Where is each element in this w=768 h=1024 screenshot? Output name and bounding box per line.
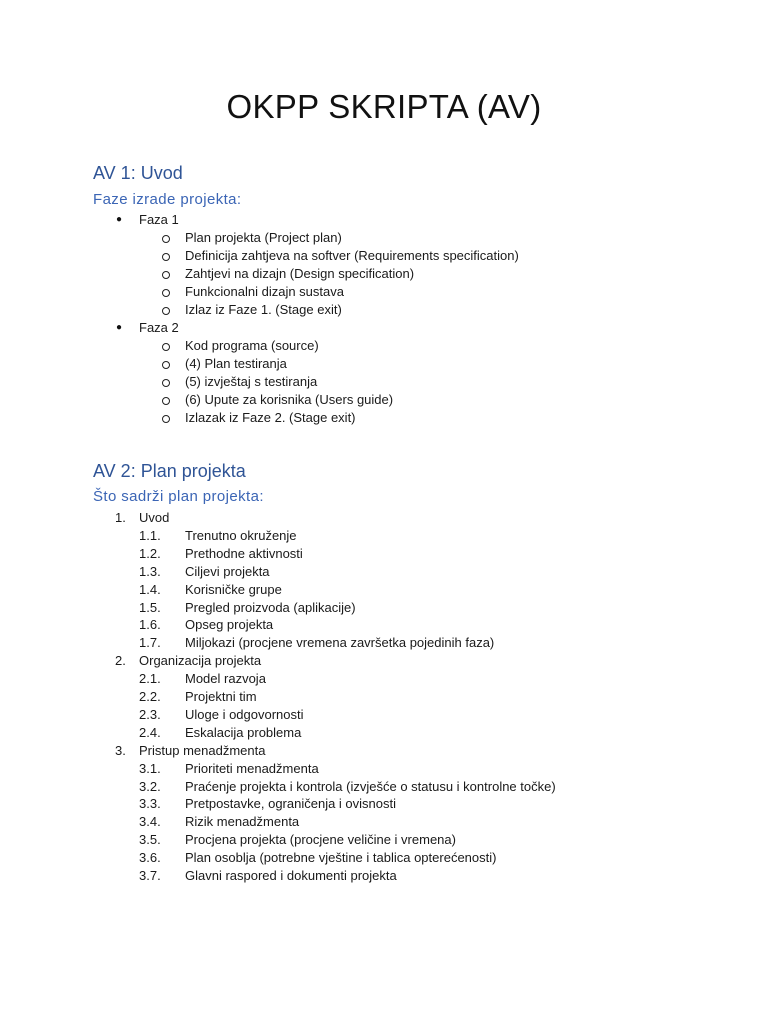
circle-bullet-icon [162,361,170,369]
circle-bullet-icon [162,271,170,279]
outline-subitem: Prethodne aktivnosti [185,545,303,561]
outline-subitem: Rizik menadžmenta [185,814,300,830]
subheading-faze-izrade: Faze izrade projekta: [93,191,242,208]
outline-subnumber: 1.2. [139,545,161,561]
outline-subitem: Pretpostavke, ograničenja i ovisnosti [185,796,397,812]
outline-label: Uvod [139,510,170,525]
outline-subitem: Pregled proizvoda (aplikacije) [185,599,356,615]
outline-number: 1. [115,510,126,525]
phase-item: Izlaz iz Faze 1. (Stage exit) [185,302,342,317]
circle-bullet-icon [162,289,170,297]
page-title: OKPP SKRIPTA (AV) [226,88,542,125]
phase-item: (4) Plan testiranja [185,356,287,371]
outline-subnumber: 1.5. [139,599,161,615]
phase-item: Plan projekta (Project plan) [185,230,342,245]
outline-subitem: Prioriteti menadžmenta [185,760,319,776]
outline-subitem: Korisničke grupe [185,581,282,597]
outline-subnumber: 3.5. [139,832,161,848]
section-heading-av2: AV 2: Plan projekta [93,461,246,481]
subheading-plan-projekta: Što sadrži plan projekta: [93,488,264,505]
outline-subitem: Eskalacija problema [185,724,302,740]
outline-subnumber: 3.2. [139,778,161,794]
outline-subnumber: 3.7. [139,868,161,883]
outline-subnumber: 3.3. [139,796,161,812]
section-heading-av1: AV 1: Uvod [93,163,183,183]
circle-bullet-icon [162,379,170,387]
phase-item: Izlazak iz Faze 2. (Stage exit) [185,410,356,425]
phase-item: Zahtjevi na dizajn (Design specification) [185,266,415,281]
outline-label: Pristup menadžmenta [139,742,266,758]
outline-subnumber: 3.4. [139,814,161,830]
phase-item: Kod programa (source) [185,338,319,353]
outline-subitem: Trenutno okruženje [185,527,297,543]
outline-subitem: Projektni tim [185,689,257,704]
outline-subitem: Plan osoblja (potrebne vještine i tablica opterećenosti) [185,850,497,866]
outline-subitem: Ciljevi projekta [185,563,270,579]
outline-subitem: Uloge i odgovornosti [185,706,304,722]
phase-item: (5) izvještaj s testiranja [185,374,318,389]
outline-subitem: Procjena projekta (procjene veličine i vremena) [185,832,456,848]
circle-bullet-icon [162,415,170,423]
outline-subnumber: 2.1. [139,671,161,687]
circle-bullet-icon [162,343,170,351]
outline-subnumber: 3.1. [139,760,161,776]
phase-item: (6) Upute za korisnika (Users guide) [185,392,394,407]
outline-number: 3. [115,742,126,758]
outline-subnumber: 2.3. [139,706,161,722]
outline-subnumber: 1.3. [139,563,161,579]
outline-subitem: Miljokazi (procjene vremena završetka pojedinih faza) [185,635,495,651]
outline-subnumber: 2.2. [139,689,161,704]
outline-subitem: Praćenje projekta i kontrola (izvješće o statusu i kontrolne točke) [185,778,556,794]
circle-bullet-icon [162,253,170,261]
bullet-icon: ● [116,214,123,225]
outline-subnumber: 1.7. [139,635,161,651]
outline-number: 2. [115,653,126,669]
outline-subnumber: 1.1. [139,527,161,543]
circle-bullet-icon [162,235,170,243]
outline-subnumber: 1.6. [139,617,161,633]
phase-label: Faza 2 [139,320,179,335]
circle-bullet-icon [162,307,170,315]
outline-subnumber: 3.6. [139,850,161,866]
outline-label: Organizacija projekta [139,653,262,669]
outline-subitem: Model razvoja [185,671,266,687]
outline-subitem: Opseg projekta [185,617,274,633]
outline-subnumber: 2.4. [139,724,161,740]
bullet-icon: ● [116,322,123,333]
phase-item: Funkcionalni dizajn sustava [185,284,344,299]
phase-item: Definicija zahtjeva na softver (Requirements specification) [185,248,519,263]
outline-subitem: Glavni raspored i dokumenti projekta [185,868,397,883]
phase-label: Faza 1 [139,212,179,227]
circle-bullet-icon [162,397,170,405]
outline-subnumber: 1.4. [139,581,161,597]
